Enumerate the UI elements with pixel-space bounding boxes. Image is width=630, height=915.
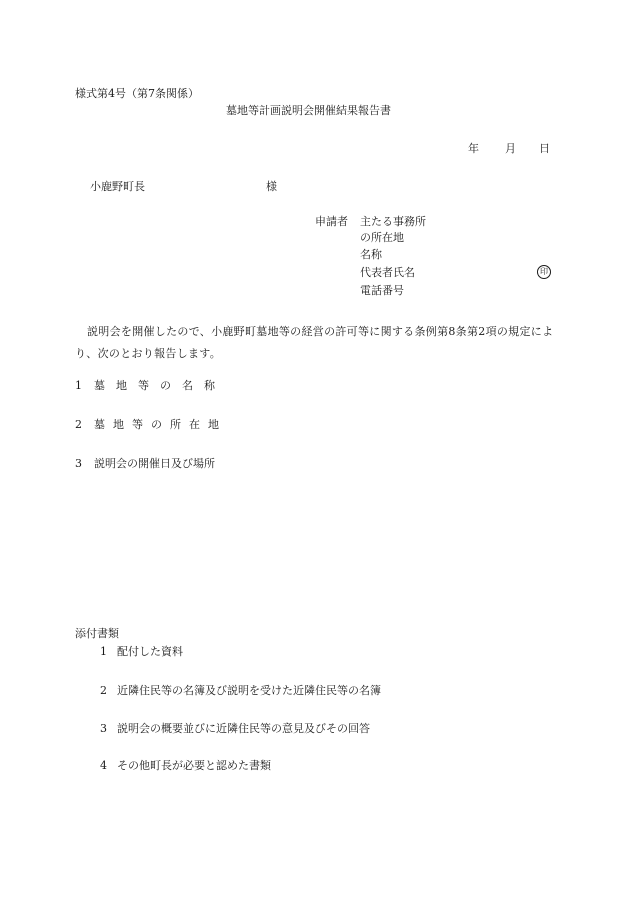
item-3-number: 3	[75, 457, 82, 470]
attachment-2-label: 近隣住民等の名簿及び説明を受けた近隣住民等の名簿	[117, 684, 381, 697]
applicant-office-line2: の所在地	[360, 231, 404, 244]
seal-icon: 印	[537, 265, 551, 279]
item-2-number: 2	[75, 418, 82, 431]
attachment-1-label: 配付した資料	[117, 645, 183, 658]
date-day-label: 日	[539, 142, 550, 155]
attachment-3-label: 説明会の概要並びに近隣住民等の意見及びその回答	[117, 722, 370, 735]
addressee-name: 小鹿野町長	[90, 180, 145, 193]
applicant-office-line1: 主たる事務所	[360, 215, 426, 228]
body-paragraph: 説明会を開催したので、小鹿野町墓地等の経営の許可等に関する条例第8条第2項の規定により、次のとおり報告します。	[75, 325, 554, 360]
form-number: 様式第4号（第7条関係）	[75, 87, 199, 100]
addressee-honorific: 様	[266, 180, 277, 193]
date-year-label: 年	[468, 142, 479, 155]
applicant-label: 申請者	[315, 215, 348, 228]
applicant-phone-label: 電話番号	[360, 284, 404, 297]
document-title: 墓地等計画説明会開催結果報告書	[226, 104, 391, 117]
attachment-2-number: 2	[100, 684, 107, 697]
date-month-label: 月	[505, 142, 516, 155]
attachment-4-label: その他町長が必要と認めた書類	[117, 759, 271, 772]
attachments-heading: 添付書類	[75, 627, 119, 640]
attachment-3-number: 3	[100, 722, 107, 735]
applicant-representative-label: 代表者氏名	[360, 266, 415, 279]
attachment-4-number: 4	[100, 759, 107, 772]
item-3-label: 説明会の開催日及び場所	[94, 457, 215, 470]
item-1-number: 1	[75, 379, 82, 392]
item-1-label: 墓地等の名称	[94, 379, 226, 392]
attachment-1-number: 1	[100, 645, 107, 658]
applicant-name-label: 名称	[360, 248, 382, 261]
item-2-label: 墓地等の所在地	[94, 418, 227, 431]
